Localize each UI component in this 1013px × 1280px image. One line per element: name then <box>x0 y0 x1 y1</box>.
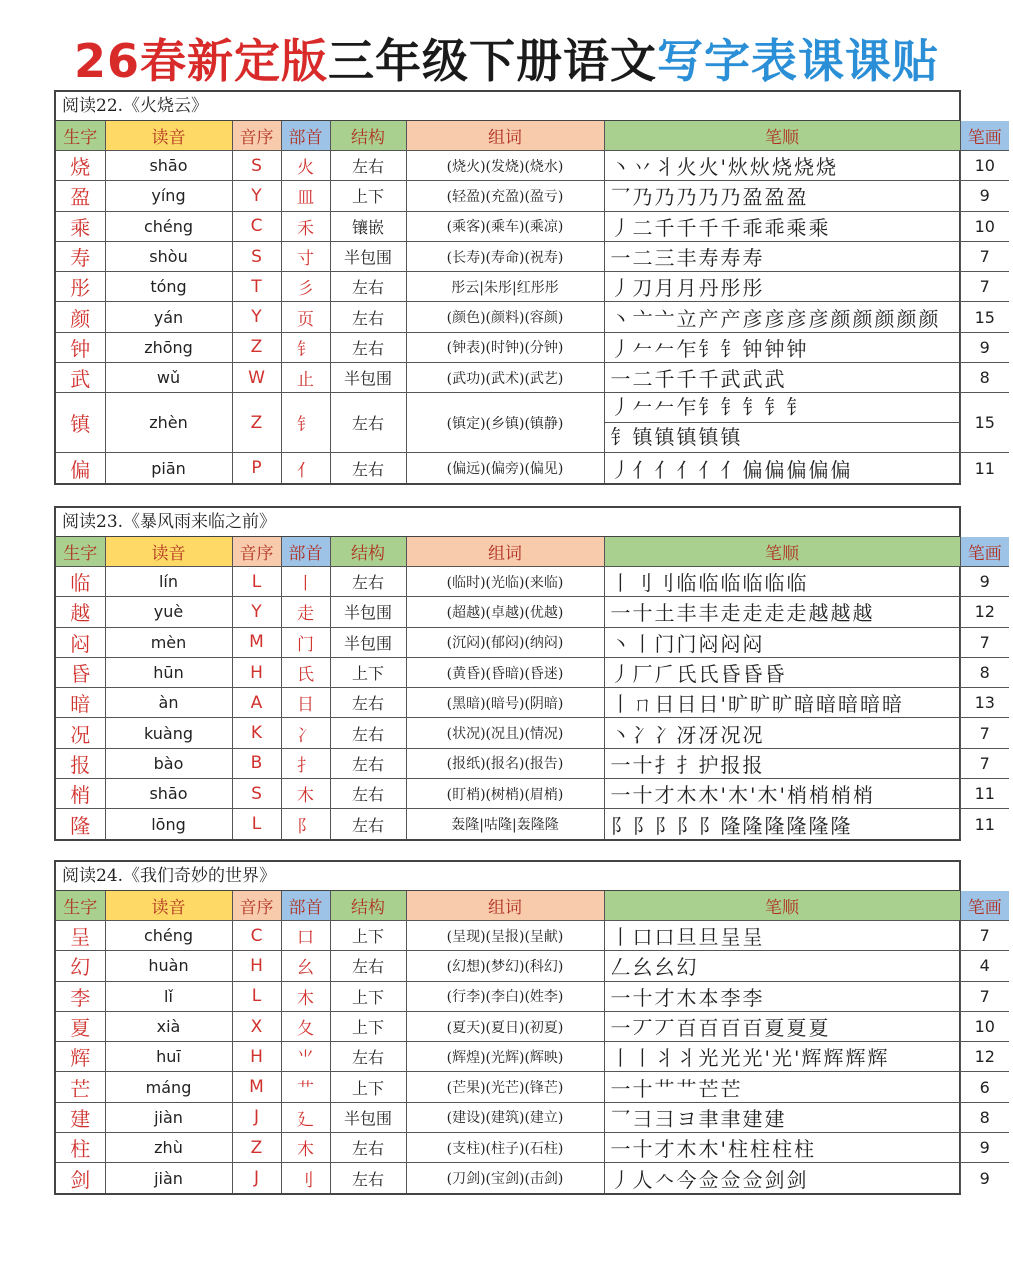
radical-cell: 木 <box>281 981 330 1011</box>
title-part-edition: 26春新定版 <box>73 34 328 88</box>
header-pinyin: 读音 <box>105 537 232 567</box>
order-cell: Z <box>232 393 281 453</box>
pinyin-cell: yíng <box>105 181 232 211</box>
order-cell: L <box>232 567 281 597</box>
radical-cell: 日 <box>281 688 330 718</box>
order-cell: H <box>232 951 281 981</box>
table-row <box>56 241 1009 271</box>
radical-cell: 止 <box>281 363 330 393</box>
table-row <box>56 597 1009 627</box>
table-row <box>56 981 1009 1011</box>
pinyin-cell: shòu <box>105 241 232 271</box>
structure-cell: 左右 <box>330 332 406 362</box>
stroke-count-cell: 9 <box>960 567 1009 597</box>
header-words: 组词 <box>406 121 604 151</box>
character-cell: 隆 <box>56 809 105 839</box>
words-cell: (超越)(卓越)(优越) <box>406 597 604 627</box>
stroke-count-cell: 6 <box>960 1072 1009 1102</box>
order-cell: J <box>232 1163 281 1193</box>
stroke-order-cell: 丶冫冫冴冴况况 <box>604 718 960 748</box>
pinyin-cell: yuè <box>105 597 232 627</box>
structure-cell: 半包围 <box>330 363 406 393</box>
stroke-count-cell: 9 <box>960 1163 1009 1193</box>
character-table <box>56 891 1009 1193</box>
order-cell: L <box>232 809 281 839</box>
pinyin-cell: máng <box>105 1072 232 1102</box>
words-cell: (偏远)(偏旁)(偏见) <box>406 453 604 483</box>
order-cell: W <box>232 363 281 393</box>
order-cell: C <box>232 921 281 951</box>
stroke-count-cell: 10 <box>960 1011 1009 1041</box>
order-cell: M <box>232 627 281 657</box>
stroke-order-cell: 丿人𠆢今佥佥佥剑剑 <box>604 1163 960 1193</box>
table-row <box>56 151 1009 181</box>
structure-cell: 左右 <box>330 453 406 483</box>
order-cell: Z <box>232 1133 281 1163</box>
order-cell: S <box>232 151 281 181</box>
table-row <box>56 332 1009 362</box>
header-words: 组词 <box>406 891 604 921</box>
words-cell: (状况)(况且)(情况) <box>406 718 604 748</box>
pinyin-cell: chéng <box>105 921 232 951</box>
words-cell: (颜色)(颜料)(容颜) <box>406 302 604 332</box>
pinyin-cell: hūn <box>105 657 232 687</box>
stroke-count-cell: 13 <box>960 688 1009 718</box>
stroke-count-cell: 15 <box>960 302 1009 332</box>
stroke-order-cell: 一十才木本李李 <box>604 981 960 1011</box>
order-cell: L <box>232 981 281 1011</box>
radical-cell: 刂 <box>281 1163 330 1193</box>
character-cell: 镇 <box>56 393 105 453</box>
stroke-count-cell: 11 <box>960 779 1009 809</box>
stroke-order-line: 钅镇镇镇镇镇 <box>605 422 960 452</box>
table-header-row <box>56 891 1009 921</box>
radical-cell: 木 <box>281 1133 330 1163</box>
character-cell: 盈 <box>56 181 105 211</box>
stroke-count-cell: 8 <box>960 657 1009 687</box>
order-cell: S <box>232 779 281 809</box>
structure-cell: 左右 <box>330 1042 406 1072</box>
radical-cell: 门 <box>281 627 330 657</box>
stroke-count-cell: 4 <box>960 951 1009 981</box>
pinyin-cell: àn <box>105 688 232 718</box>
character-cell: 剑 <box>56 1163 105 1193</box>
character-cell: 烧 <box>56 151 105 181</box>
character-cell: 呈 <box>56 921 105 951</box>
table-row <box>56 779 1009 809</box>
stroke-order-cell: 丿二千千千千乖乖乘乘 <box>604 211 960 241</box>
character-cell: 幻 <box>56 951 105 981</box>
table-row <box>56 748 1009 778</box>
structure-cell: 上下 <box>330 1072 406 1102</box>
header-words: 组词 <box>406 537 604 567</box>
pinyin-cell: zhù <box>105 1133 232 1163</box>
stroke-count-cell: 12 <box>960 597 1009 627</box>
stroke-order-cell: 一十才木木'柱柱柱柱 <box>604 1133 960 1163</box>
radical-cell: 幺 <box>281 951 330 981</box>
pinyin-cell: zhōng <box>105 332 232 362</box>
character-table <box>56 121 1009 483</box>
order-cell: J <box>232 1102 281 1132</box>
structure-cell: 左右 <box>330 718 406 748</box>
character-cell: 夏 <box>56 1011 105 1041</box>
pinyin-cell: yán <box>105 302 232 332</box>
header-order: 音序 <box>232 121 281 151</box>
header-count: 笔画 <box>960 537 1009 567</box>
words-cell: (芒果)(光芒)(锋芒) <box>406 1072 604 1102</box>
table-row <box>56 627 1009 657</box>
stroke-order-line: 丿𠂉𠂉乍钅钅钅钅钅 <box>610 395 809 420</box>
order-cell: B <box>232 748 281 778</box>
section-lesson-22 <box>54 90 1002 485</box>
table-row <box>56 921 1009 951</box>
words-cell: 轰隆|咕隆|轰隆隆 <box>406 809 604 839</box>
stroke-order-cell: 丿刀月月丹彤彤 <box>604 272 960 302</box>
table-row <box>56 453 1009 483</box>
radical-cell: 阝 <box>281 809 330 839</box>
character-cell: 乘 <box>56 211 105 241</box>
radical-cell: 冫 <box>281 718 330 748</box>
stroke-order-cell: 一十土丰丰走走走走越越越 <box>604 597 960 627</box>
structure-cell: 上下 <box>330 181 406 211</box>
words-cell: (辉煌)(光辉)(辉映) <box>406 1042 604 1072</box>
character-cell: 彤 <box>56 272 105 302</box>
structure-cell: 左右 <box>330 151 406 181</box>
header-strokes: 笔顺 <box>604 537 960 567</box>
pinyin-cell: shāo <box>105 779 232 809</box>
structure-cell: 镶嵌 <box>330 211 406 241</box>
radical-cell: 丨 <box>281 567 330 597</box>
words-cell: (建设)(建筑)(建立) <box>406 1102 604 1132</box>
structure-cell: 左右 <box>330 272 406 302</box>
structure-cell: 左右 <box>330 393 406 453</box>
words-cell: (支柱)(柱子)(石柱) <box>406 1133 604 1163</box>
character-cell: 偏 <box>56 453 105 483</box>
header-radical: 部首 <box>281 891 330 921</box>
table-row <box>56 302 1009 332</box>
order-cell: T <box>232 272 281 302</box>
order-cell: H <box>232 657 281 687</box>
pinyin-cell: wǔ <box>105 363 232 393</box>
radical-cell: 亻 <box>281 453 330 483</box>
stroke-order-cell: 丿𠂉𠂉乍钅钅钟钟钟 <box>604 332 960 362</box>
words-cell: 彤云|朱彤|红彤彤 <box>406 272 604 302</box>
stroke-order-cell <box>604 393 960 453</box>
stroke-order-cell: 丨丨丬丬光光光'光'辉辉辉辉 <box>604 1042 960 1072</box>
radical-cell: ⺌ <box>281 1042 330 1072</box>
words-cell: (烧火)(发烧)(烧水) <box>406 151 604 181</box>
stroke-count-cell: 10 <box>960 211 1009 241</box>
radical-cell: 彡 <box>281 272 330 302</box>
stroke-count-cell: 9 <box>960 332 1009 362</box>
table-header-row <box>56 121 1009 151</box>
pinyin-cell: lǐ <box>105 981 232 1011</box>
header-count: 笔画 <box>960 121 1009 151</box>
words-cell: (呈现)(呈报)(呈献) <box>406 921 604 951</box>
words-cell: (行李)(李白)(姓李) <box>406 981 604 1011</box>
header-char: 生字 <box>56 121 105 151</box>
character-cell: 梢 <box>56 779 105 809</box>
words-cell: (钟表)(时钟)(分钟) <box>406 332 604 362</box>
table-row <box>56 718 1009 748</box>
header-count: 笔画 <box>960 891 1009 921</box>
header-radical: 部首 <box>281 537 330 567</box>
radical-cell: 页 <box>281 302 330 332</box>
radical-cell: 寸 <box>281 241 330 271</box>
stroke-count-cell: 8 <box>960 1102 1009 1132</box>
structure-cell: 半包围 <box>330 1102 406 1132</box>
stroke-count-cell: 7 <box>960 718 1009 748</box>
radical-cell: 廴 <box>281 1102 330 1132</box>
radical-cell: 走 <box>281 597 330 627</box>
stroke-order-cell: 丶丷丬火火'炏炏烧烧烧 <box>604 151 960 181</box>
character-cell: 寿 <box>56 241 105 271</box>
radical-cell: 木 <box>281 779 330 809</box>
stroke-count-cell: 7 <box>960 241 1009 271</box>
stroke-count-cell: 8 <box>960 363 1009 393</box>
header-pinyin: 读音 <box>105 121 232 151</box>
stroke-count-cell: 7 <box>960 272 1009 302</box>
character-cell: 武 <box>56 363 105 393</box>
table-row <box>56 1133 1009 1163</box>
structure-cell: 左右 <box>330 1163 406 1193</box>
pinyin-cell: zhèn <box>105 393 232 453</box>
structure-cell: 左右 <box>330 1133 406 1163</box>
character-cell: 建 <box>56 1102 105 1132</box>
character-cell: 柱 <box>56 1133 105 1163</box>
title-part-grade: 三年级下册语文 <box>328 34 657 88</box>
header-order: 音序 <box>232 891 281 921</box>
character-cell: 闷 <box>56 627 105 657</box>
order-cell: A <box>232 688 281 718</box>
character-cell: 颜 <box>56 302 105 332</box>
character-cell: 临 <box>56 567 105 597</box>
page-title <box>0 28 1013 94</box>
table-row <box>56 1102 1009 1132</box>
order-cell: Y <box>232 181 281 211</box>
table-row <box>56 272 1009 302</box>
pinyin-cell: lín <box>105 567 232 597</box>
table-row <box>56 1042 1009 1072</box>
table-row <box>56 809 1009 839</box>
character-cell: 况 <box>56 718 105 748</box>
stroke-order-cell: 乛乃乃乃乃乃盈盈盈 <box>604 181 960 211</box>
stroke-count-cell: 15 <box>960 393 1009 453</box>
stroke-count-cell: 11 <box>960 809 1009 839</box>
title-part-topic: 写字表课课贴 <box>657 34 939 88</box>
section-heading: 阅读23.《暴风雨来临之前》 <box>56 508 959 537</box>
radical-cell: 钅 <box>281 332 330 362</box>
stroke-count-cell: 12 <box>960 1042 1009 1072</box>
character-cell: 越 <box>56 597 105 627</box>
character-cell: 芒 <box>56 1072 105 1102</box>
stroke-order-cell: 丨口口旦旦呈呈 <box>604 921 960 951</box>
structure-cell: 上下 <box>330 921 406 951</box>
header-structure: 结构 <box>330 891 406 921</box>
order-cell: C <box>232 211 281 241</box>
stroke-count-cell: 7 <box>960 981 1009 1011</box>
character-cell: 李 <box>56 981 105 1011</box>
pinyin-cell: kuàng <box>105 718 232 748</box>
stroke-order-cell: 一十艹艹芒芒 <box>604 1072 960 1102</box>
pinyin-cell: piān <box>105 453 232 483</box>
table-row <box>56 363 1009 393</box>
section-lesson-24 <box>54 860 1002 1195</box>
section-heading: 阅读24.《我们奇妙的世界》 <box>56 862 959 891</box>
radical-cell: 口 <box>281 921 330 951</box>
stroke-order-cell: 𠃋幺幺幻 <box>604 951 960 981</box>
stroke-order-cell: 一十才木木'木'木'梢梢梢梢 <box>604 779 960 809</box>
structure-cell: 上下 <box>330 1011 406 1041</box>
table-row <box>56 688 1009 718</box>
character-cell: 暗 <box>56 688 105 718</box>
words-cell: (乘客)(乘车)(乘凉) <box>406 211 604 241</box>
character-table <box>56 537 1009 839</box>
words-cell: (沉闷)(郁闷)(纳闷) <box>406 627 604 657</box>
pinyin-cell: huī <box>105 1042 232 1072</box>
character-cell: 钟 <box>56 332 105 362</box>
radical-cell: 禾 <box>281 211 330 241</box>
structure-cell: 左右 <box>330 688 406 718</box>
words-cell: (夏天)(夏日)(初夏) <box>406 1011 604 1041</box>
section-lesson-23 <box>54 506 1002 841</box>
stroke-count-cell: 11 <box>960 453 1009 483</box>
pinyin-cell: jiàn <box>105 1102 232 1132</box>
character-cell: 昏 <box>56 657 105 687</box>
structure-cell: 左右 <box>330 302 406 332</box>
structure-cell: 半包围 <box>330 597 406 627</box>
header-structure: 结构 <box>330 537 406 567</box>
stroke-order-cell: 一十扌扌护报报 <box>604 748 960 778</box>
header-pinyin: 读音 <box>105 891 232 921</box>
pinyin-cell: jiàn <box>105 1163 232 1193</box>
words-cell: (长寿)(寿命)(祝寿) <box>406 241 604 271</box>
stroke-order-cell: 丨刂刂临临临临临临 <box>604 567 960 597</box>
structure-cell: 半包围 <box>330 627 406 657</box>
radical-cell: 扌 <box>281 748 330 778</box>
stroke-order-cell: 阝阝阝阝阝隆隆隆隆隆隆 <box>604 809 960 839</box>
structure-cell: 上下 <box>330 657 406 687</box>
words-cell: (刀剑)(宝剑)(击剑) <box>406 1163 604 1193</box>
words-cell: (轻盈)(充盈)(盈亏) <box>406 181 604 211</box>
stroke-count-cell: 10 <box>960 151 1009 181</box>
stroke-order-cell: 乛彐彐ヨ聿聿建建 <box>604 1102 960 1132</box>
stroke-order-cell: 一丆丆百百百百夏夏夏 <box>604 1011 960 1041</box>
table-row <box>56 181 1009 211</box>
stroke-order-cell: 丨ㄇ日日日'旷旷旷暗暗暗暗暗 <box>604 688 960 718</box>
stroke-count-cell: 9 <box>960 1133 1009 1163</box>
header-char: 生字 <box>56 537 105 567</box>
header-order: 音序 <box>232 537 281 567</box>
words-cell: (幻想)(梦幻)(科幻) <box>406 951 604 981</box>
structure-cell: 左右 <box>330 748 406 778</box>
stroke-count-cell: 7 <box>960 748 1009 778</box>
structure-cell: 左右 <box>330 779 406 809</box>
words-cell: (临时)(光临)(来临) <box>406 567 604 597</box>
stroke-order-cell: 丿厂𠂆氏氏昏昏昏 <box>604 657 960 687</box>
radical-cell: 艹 <box>281 1072 330 1102</box>
words-cell: (镇定)(乡镇)(镇静) <box>406 393 604 453</box>
structure-cell: 半包围 <box>330 241 406 271</box>
words-cell: (黄昏)(昏暗)(昏迷) <box>406 657 604 687</box>
table-row <box>56 1163 1009 1193</box>
header-strokes: 笔顺 <box>604 121 960 151</box>
pinyin-cell: tóng <box>105 272 232 302</box>
section-heading: 阅读22.《火烧云》 <box>56 92 959 121</box>
pinyin-cell: chéng <box>105 211 232 241</box>
radical-cell: 钅 <box>281 393 330 453</box>
radical-cell: 皿 <box>281 181 330 211</box>
stroke-order-cell: 丶亠亠立产产彦彦彦彦颜颜颜颜颜 <box>604 302 960 332</box>
table-row <box>56 1011 1009 1041</box>
order-cell: H <box>232 1042 281 1072</box>
words-cell: (黑暗)(暗号)(阴暗) <box>406 688 604 718</box>
pinyin-cell: mèn <box>105 627 232 657</box>
stroke-count-cell: 7 <box>960 921 1009 951</box>
radical-cell: 火 <box>281 151 330 181</box>
structure-cell: 左右 <box>330 567 406 597</box>
order-cell: Y <box>232 302 281 332</box>
stroke-order-cell: 丿亻亻亻亻亻偏偏偏偏偏 <box>604 453 960 483</box>
pinyin-cell: bào <box>105 748 232 778</box>
radical-cell: 氏 <box>281 657 330 687</box>
structure-cell: 上下 <box>330 981 406 1011</box>
order-cell: M <box>232 1072 281 1102</box>
pinyin-cell: shāo <box>105 151 232 181</box>
stroke-count-cell: 9 <box>960 181 1009 211</box>
stroke-count-cell: 7 <box>960 627 1009 657</box>
words-cell: (武功)(武术)(武艺) <box>406 363 604 393</box>
order-cell: P <box>232 453 281 483</box>
pinyin-cell: lōng <box>105 809 232 839</box>
table-row <box>56 951 1009 981</box>
order-cell: S <box>232 241 281 271</box>
order-cell: K <box>232 718 281 748</box>
character-cell: 辉 <box>56 1042 105 1072</box>
order-cell: Z <box>232 332 281 362</box>
pinyin-cell: xià <box>105 1011 232 1041</box>
table-row <box>56 1072 1009 1102</box>
order-cell: X <box>232 1011 281 1041</box>
stroke-order-cell: 丶丨门门闷闷闷 <box>604 627 960 657</box>
header-char: 生字 <box>56 891 105 921</box>
character-cell: 报 <box>56 748 105 778</box>
pinyin-cell: huàn <box>105 951 232 981</box>
table-header-row <box>56 537 1009 567</box>
header-structure: 结构 <box>330 121 406 151</box>
table-row <box>56 567 1009 597</box>
words-cell: (报纸)(报名)(报告) <box>406 748 604 778</box>
stroke-order-cell: 一二三丰寿寿寿 <box>604 241 960 271</box>
header-radical: 部首 <box>281 121 330 151</box>
stroke-order-cell: 一二千千千武武武 <box>604 363 960 393</box>
header-strokes: 笔顺 <box>604 891 960 921</box>
structure-cell: 左右 <box>330 951 406 981</box>
table-row <box>56 211 1009 241</box>
table-row <box>56 393 1009 453</box>
radical-cell: 夂 <box>281 1011 330 1041</box>
order-cell: Y <box>232 597 281 627</box>
words-cell: (盯梢)(树梢)(眉梢) <box>406 779 604 809</box>
table-row <box>56 657 1009 687</box>
structure-cell: 左右 <box>330 809 406 839</box>
